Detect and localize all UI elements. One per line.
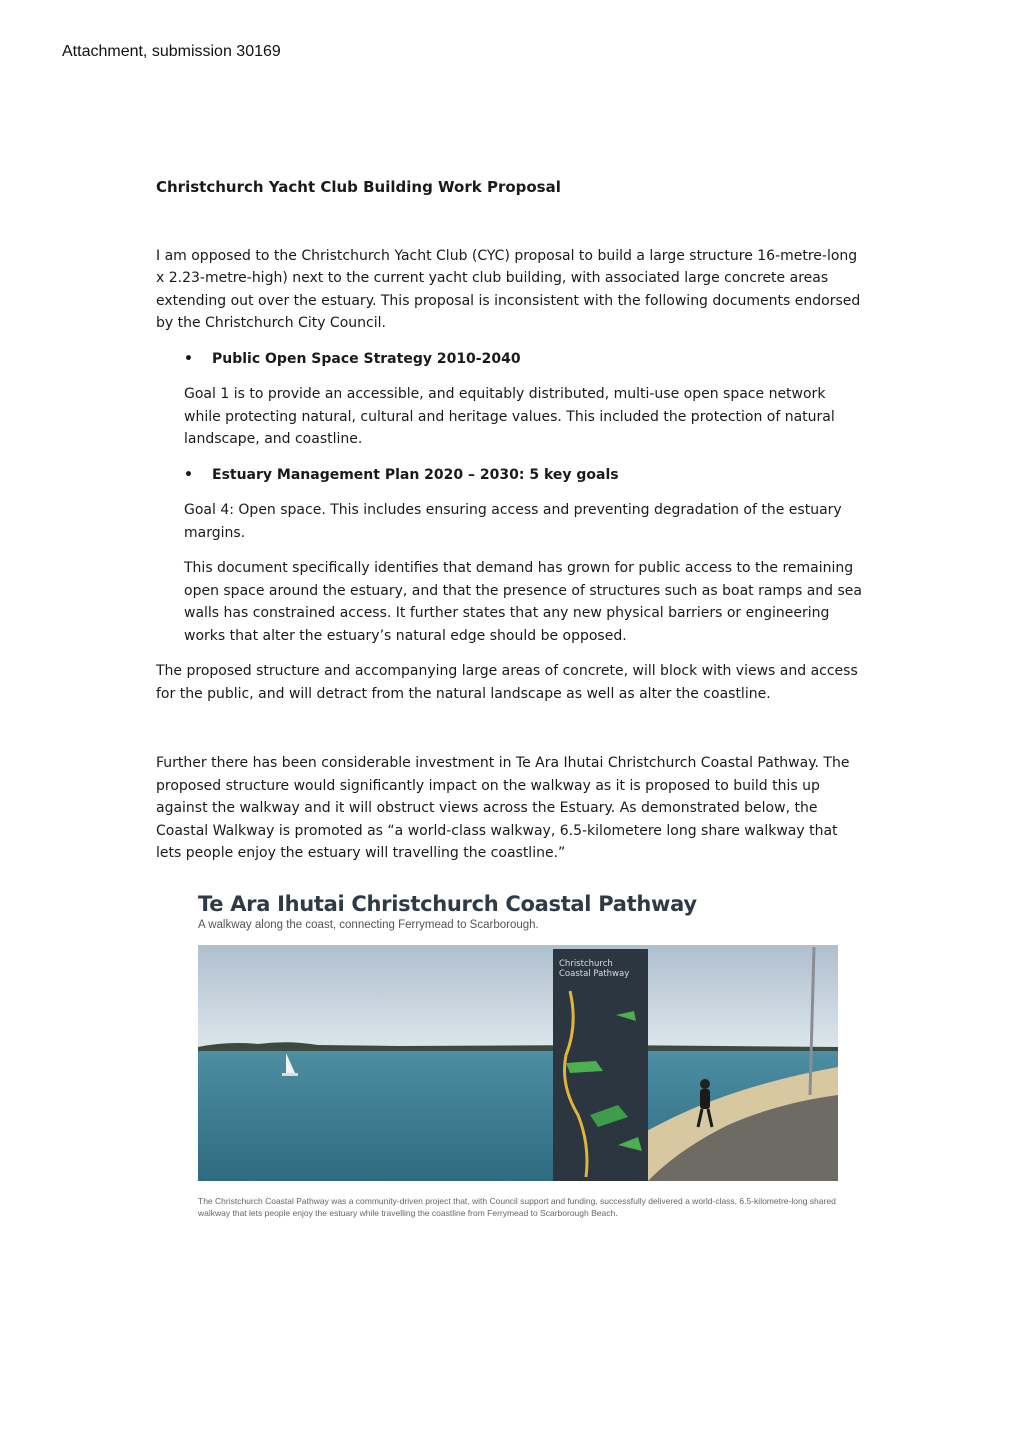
sky (198, 945, 838, 1051)
bullet-heading: Public Open Space Strategy 2010-2040 (212, 350, 521, 367)
bullet-item-estuary-plan (184, 464, 866, 487)
document-body (156, 176, 866, 878)
bullet-heading: Estuary Management Plan 2020 – 2030: 5 key goals (212, 466, 619, 483)
bullet-icon: • (184, 466, 193, 483)
figure-subtitle: A walkway along the coast, connecting Ferrymead to Scarborough. (198, 919, 539, 931)
sign-line-2: Coastal Pathway (559, 969, 630, 979)
goal-4-paragraph: Goal 4: Open space. This includes ensuring access and preventing degradation of the estuary margins. (184, 502, 842, 541)
sign-line-1: Christchurch (559, 959, 613, 969)
document-title: Christchurch Yacht Club Building Work Proposal (156, 178, 561, 196)
estuary-document-paragraph: This document specifically identifies that demand has grown for public access to the remaining open space around the estuary, and that the presence of structures such as boat ramps and sea walls has constrained access. It further states that any new physical barriers or engineering works that alter the estuary’s natural edge should be opposed. (184, 560, 862, 644)
figure-caption: The Christchurch Coastal Pathway was a community-driven project that, with Council support and funding, successfully delivered a world-class, 6.5-kilometre-long shared walkway that lets people enjoy the estuary while travelling the coastline from Ferrymead to Scarborough Beach. (198, 1196, 836, 1218)
attachment-note: Attachment, submission 30169 (62, 43, 281, 60)
intro-paragraph: I am opposed to the Christchurch Yacht Club (CYC) proposal to build a large structure 16-metre-long x 2.23-metre-high) next to the current yacht club building, with associated large concrete areas extending out over the estuary. This proposal is inconsistent with the following documents endorsed by the Christchurch City Council. (156, 247, 861, 331)
pathway-sign (553, 949, 648, 1181)
coastal-pathway-figure (198, 892, 838, 1219)
bullet-icon: • (184, 350, 193, 367)
coastal-pathway-photo (198, 945, 838, 1181)
bullet-item-open-space-strategy (184, 348, 866, 371)
goal-1-paragraph: Goal 1 is to provide an accessible, and equitably distributed, multi-use open space network while protecting natural, cultural and heritage values. This included the protection of natural landscape, and coastline. (184, 386, 835, 447)
figure-title: Te Ara Ihutai Christchurch Coastal Pathway (198, 892, 697, 916)
coastal-pathway-paragraph: Further there has been considerable investment in Te Ara Ihutai Christchurch Coastal Pathway. The proposed structure would significantly impact on the walkway as it is proposed to build this up against the walkway and it will obstruct views across the Estuary. As demonstrated below, the Coastal Walkway is promoted as “a world-class walkway, 6.5-kilometere long share walkway that lets people enjoy the estuary will travelling the coastline.” (156, 755, 850, 861)
conclusion-paragraph: The proposed structure and accompanying large areas of concrete, will block with views and access for the public, and will detract from the natural landscape as well as alter the coastline. (156, 663, 858, 702)
